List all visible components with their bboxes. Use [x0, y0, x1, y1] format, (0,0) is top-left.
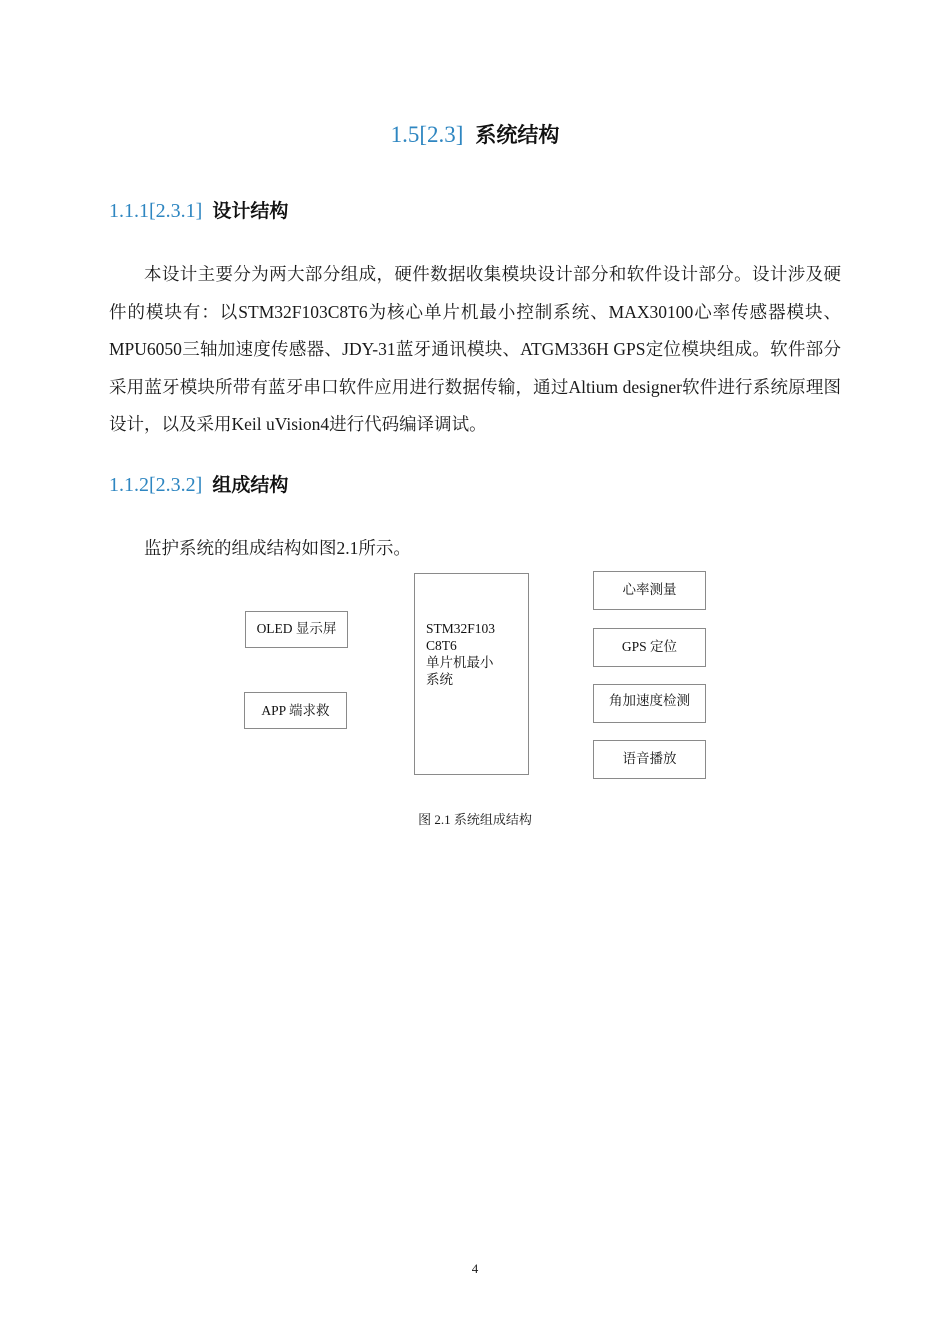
section-heading	[0, 118, 950, 152]
page-number: 4	[471, 1261, 479, 1276]
subsection-number: 1.1.2[2.3.2]	[109, 474, 203, 496]
heart-rate-box: 心率测量	[593, 571, 706, 610]
gps-box: GPS 定位	[593, 628, 706, 667]
mcu-line-1: STM32F103	[426, 621, 496, 636]
subsection-title: 设计结构	[212, 200, 289, 222]
app-sos-box: APP 端求救	[244, 692, 347, 729]
mcu-line-4: 系统	[426, 672, 453, 687]
composition-paragraph: 监护系统的组成结构如图2.1所示。	[144, 538, 411, 558]
angular-accel-box: 角加速度检测	[593, 684, 706, 723]
oled-display-box: OLED 显示屏	[245, 611, 348, 648]
section-number: 1.5[2.3]	[390, 122, 464, 147]
subsection-heading-composition	[109, 470, 288, 500]
mcu-line-2: C8T6	[426, 638, 457, 653]
mcu-line-3: 单片机最小	[426, 655, 494, 670]
figure-caption: 图 2.1 系统组成结构	[418, 812, 532, 827]
subsection-title: 组成结构	[212, 474, 289, 496]
mcu-box	[414, 573, 529, 775]
voice-playback-box: 语音播放	[593, 740, 706, 779]
subsection-heading-design	[109, 196, 288, 226]
design-paragraph: 本设计主要分为两大部分组成，硬件数据收集模块设计部分和软件设计部分。设计涉及硬件的模块有：以STM32F103C8T6为核心单片机最小控制系统、MAX30100心率传感器模块、MPU6050三轴加速度传感器、JDY-31蓝牙通讯模块、ATGM336H GPS定位模块组成。软件部分采用蓝牙模块所带有蓝牙串口软件应用进行数据传输，通过Altium designer软件进行系统原理图设计，以及采用Keil uVision4进行代码编译调试。	[109, 264, 841, 434]
section-title: 系统结构	[475, 123, 560, 147]
subsection-number: 1.1.1[2.3.1]	[109, 200, 203, 222]
